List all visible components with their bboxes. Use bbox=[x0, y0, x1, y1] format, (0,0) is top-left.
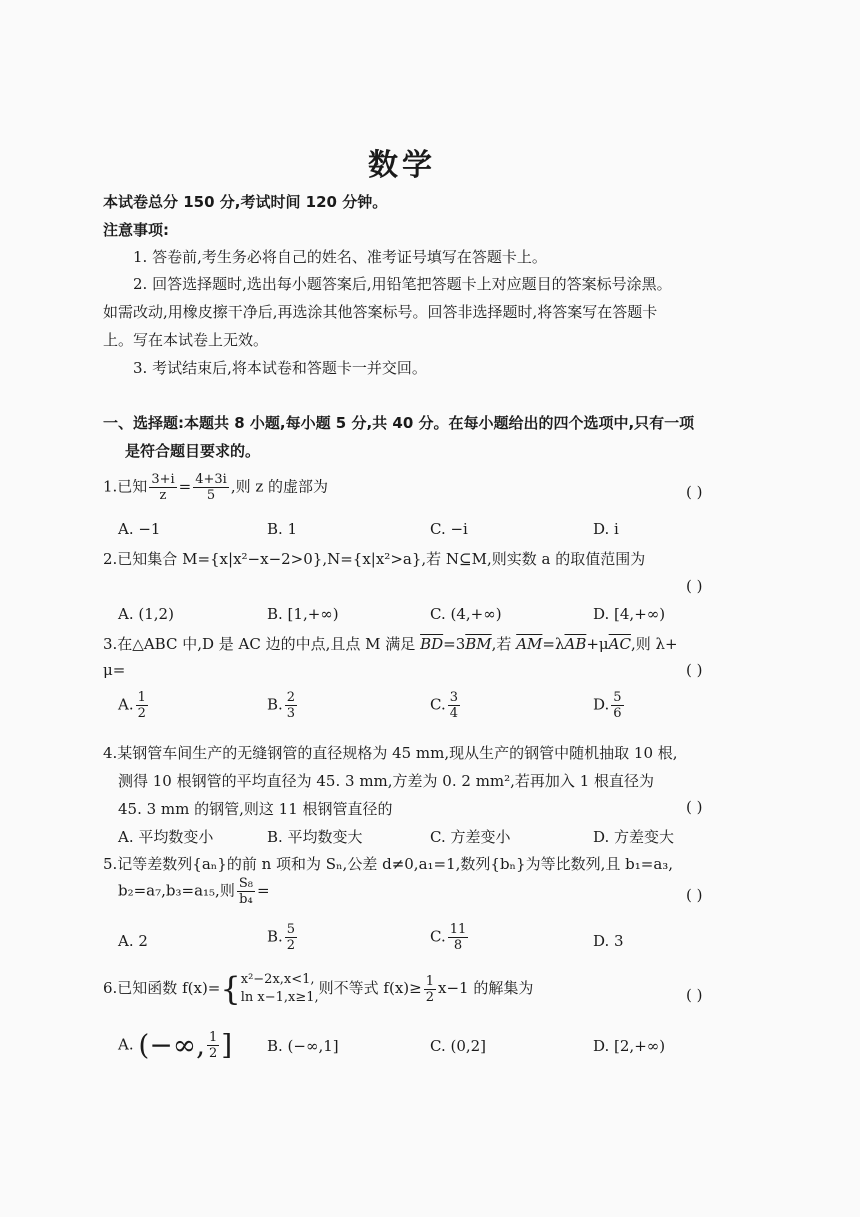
q5-line-2 bbox=[118, 876, 270, 907]
q3-a-fraction bbox=[136, 690, 148, 721]
q5-b-fraction bbox=[285, 922, 297, 953]
q1-eq: = bbox=[178, 477, 192, 496]
q1-frac1-num: 3+i bbox=[151, 472, 175, 487]
q3-eq2: =λ bbox=[542, 635, 565, 653]
q4-option-a: A. 平均数变小 bbox=[118, 828, 214, 846]
q3-text-1: 3.在△ABC 中,D 是 AC 边的中点,且点 M 满足 bbox=[103, 635, 421, 653]
q1-frac2-num: 4+3i bbox=[195, 472, 227, 487]
q3-vector-ac: $\overline{AC}$ bbox=[608, 635, 631, 653]
q5-line-2-pre: b₂=a₇,b₃=a₁₅,则 bbox=[118, 881, 235, 900]
q1-suffix: ,则 z 的虚部为 bbox=[230, 477, 329, 496]
q6-suffix: x−1 的解集为 bbox=[438, 979, 534, 997]
q6-answer-paren: ( ) bbox=[686, 986, 703, 1004]
q3-b-num: 2 bbox=[286, 690, 296, 705]
q4-line-2: 测得 10 根钢管的平均直径为 45. 3 mm,方差为 0. 2 mm²,若再加入 1 根直径为 bbox=[118, 772, 655, 790]
q3-vector-bm: $\overline{BM}$ bbox=[465, 635, 492, 653]
q3-option-d bbox=[593, 690, 626, 721]
q6-a-right: ] bbox=[221, 1028, 233, 1062]
page-title: 数学 bbox=[368, 148, 436, 183]
q5-c-fraction bbox=[448, 922, 469, 953]
q3-b-fraction bbox=[285, 690, 297, 721]
q3-a-num: 1 bbox=[137, 690, 146, 705]
q6-left-brace: { bbox=[220, 970, 241, 1008]
q5-option-c bbox=[430, 922, 470, 953]
q2-option-d: D. [4,+∞) bbox=[593, 605, 666, 623]
q5-fraction bbox=[237, 876, 255, 907]
q6-option-c: C. (0,2] bbox=[430, 1037, 487, 1055]
q1-prefix: 1.已知 bbox=[103, 477, 148, 496]
q6-a-left: (−∞, bbox=[138, 1028, 205, 1062]
q4-option-d: D. 方差变大 bbox=[593, 828, 675, 846]
question-2: 2.已知集合 M={x|x²−x−2>0},N={x|x²>a},若 N⊆M,则实数 a 的取值范围为 bbox=[103, 550, 646, 568]
q1-option-c: C. −i bbox=[430, 520, 468, 538]
q3-option-c bbox=[430, 690, 462, 721]
q3-c-fraction bbox=[448, 690, 460, 721]
q4-answer-paren: ( ) bbox=[686, 798, 703, 816]
section-heading-cont: 是符合题目要求的。 bbox=[125, 442, 261, 460]
q5-c-label: C. bbox=[430, 927, 446, 946]
q3-text-2: ,若 bbox=[491, 635, 517, 653]
q5-frac-den: b₄ bbox=[239, 892, 253, 907]
q6-a-fraction bbox=[207, 1030, 219, 1061]
q3-b-label: B. bbox=[267, 695, 283, 714]
q2-option-a: A. (1,2) bbox=[118, 605, 174, 623]
q5-line-1: 5.记等差数列{aₙ}的前 n 项和为 Sₙ,公差 d≠0,a₁=1,数列{bₙ}为等比数列,且 b₁=a₃, bbox=[103, 855, 674, 873]
note-1: 1. 答卷前,考生务必将自己的姓名、准考证号填写在答题卡上。 bbox=[133, 248, 547, 266]
q3-vector-ab: $\overline{AB}$ bbox=[564, 635, 587, 653]
q5-answer-paren: ( ) bbox=[686, 886, 703, 904]
q6-a-label: A. bbox=[118, 1035, 134, 1054]
notes-heading: 注意事项: bbox=[103, 221, 169, 239]
q3-b-den: 3 bbox=[286, 706, 296, 721]
q3-c-num: 3 bbox=[449, 690, 458, 705]
q1-fraction-1 bbox=[149, 472, 176, 503]
q3-answer-paren: ( ) bbox=[686, 661, 703, 679]
q3-option-a bbox=[118, 690, 150, 721]
q6-option-b: B. (−∞,1] bbox=[267, 1037, 339, 1055]
q6-prefix: 6.已知函数 f(x)= bbox=[103, 979, 221, 997]
q4-line-1: 4.某钢管车间生产的无缝钢管的直径规格为 45 mm,现从生产的钢管中随机抽取 10 根, bbox=[103, 744, 678, 762]
q1-option-d: D. i bbox=[593, 520, 619, 538]
note-2: 2. 回答选择题时,选出每小题答案后,用铅笔把答题卡上对应题目的答案标号涂黑。 bbox=[133, 275, 672, 293]
q5-b-num: 5 bbox=[286, 922, 296, 937]
q1-fraction-2 bbox=[193, 472, 229, 503]
q6-a-den: 2 bbox=[209, 1046, 218, 1061]
q6-option-a bbox=[118, 1030, 232, 1061]
q3-d-fraction bbox=[611, 690, 623, 721]
q3-c-den: 4 bbox=[449, 706, 458, 721]
q3-text-3: ,则 λ+ bbox=[630, 635, 678, 653]
q5-b-den: 2 bbox=[286, 938, 296, 953]
q3-vector-am: $\overline{AM}$ bbox=[516, 635, 543, 653]
q6-case-2: ln x−1,x≥1, bbox=[240, 990, 319, 1005]
q5-c-num: 11 bbox=[449, 922, 467, 937]
q6-frac-den: 2 bbox=[425, 989, 434, 1005]
q1-answer-paren: ( ) bbox=[686, 483, 703, 501]
q2-answer-paren: ( ) bbox=[686, 577, 703, 595]
q3-a-den: 2 bbox=[137, 706, 146, 721]
q5-option-d: D. 3 bbox=[593, 932, 624, 950]
q5-c-den: 8 bbox=[453, 938, 463, 953]
q2-option-b: B. [1,+∞) bbox=[267, 605, 339, 623]
q3-eq1: =3 bbox=[443, 635, 466, 653]
section-heading: 一、选择题:本题共 8 小题,每小题 5 分,共 40 分。在每小题给出的四个选项中,只有一项 bbox=[103, 414, 695, 432]
q3-c-label: C. bbox=[430, 695, 446, 714]
q6-case-1: x²−2x,x<1, bbox=[240, 972, 315, 987]
question-3 bbox=[103, 633, 678, 654]
note-3: 3. 考试结束后,将本试卷和答题卡一并交回。 bbox=[133, 359, 427, 377]
note-2-cont2: 上。写在本试卷上无效。 bbox=[103, 331, 269, 349]
q3-d-label: D. bbox=[593, 695, 610, 714]
question-6 bbox=[103, 971, 533, 1007]
q6-mid: 则不等式 f(x)≥ bbox=[318, 979, 422, 997]
q3-line-2: μ= bbox=[103, 661, 126, 679]
q1-frac2-den: 5 bbox=[206, 488, 216, 503]
q4-line-3: 45. 3 mm 的钢管,则这 11 根钢管直径的 bbox=[118, 800, 393, 818]
q5-option-a: A. 2 bbox=[118, 932, 148, 950]
q1-option-a: A. −1 bbox=[118, 520, 161, 538]
question-1 bbox=[103, 472, 328, 503]
q5-option-b bbox=[267, 922, 299, 953]
q6-option-d: D. [2,+∞) bbox=[593, 1037, 666, 1055]
q1-frac1-den: z bbox=[159, 488, 167, 503]
q3-a-label: A. bbox=[118, 695, 134, 714]
q5-b-label: B. bbox=[267, 927, 283, 946]
q3-vector-bd: $\overline{BD}$ bbox=[420, 635, 444, 653]
q5-line-2-post: = bbox=[256, 881, 270, 900]
q3-plus: +μ bbox=[586, 635, 609, 653]
q2-option-c: C. (4,+∞) bbox=[430, 605, 502, 623]
q6-piecewise bbox=[241, 971, 319, 1007]
note-2-cont: 如需改动,用橡皮擦干净后,再选涂其他答案标号。回答非选择题时,将答案写在答题卡 bbox=[103, 303, 658, 321]
q3-option-b bbox=[267, 690, 299, 721]
q4-option-c: C. 方差变小 bbox=[430, 828, 511, 846]
q4-option-b: B. 平均数变大 bbox=[267, 828, 363, 846]
q6-a-num: 1 bbox=[209, 1030, 218, 1045]
q6-fraction bbox=[424, 974, 436, 1005]
q6-frac-num: 1 bbox=[425, 973, 434, 989]
q5-frac-num: S₈ bbox=[238, 876, 253, 891]
q1-option-b: B. 1 bbox=[267, 520, 298, 538]
q3-d-den: 6 bbox=[613, 706, 622, 721]
intro-text: 本试卷总分 150 分,考试时间 120 分钟。 bbox=[103, 193, 388, 211]
q3-d-num: 5 bbox=[613, 690, 622, 705]
